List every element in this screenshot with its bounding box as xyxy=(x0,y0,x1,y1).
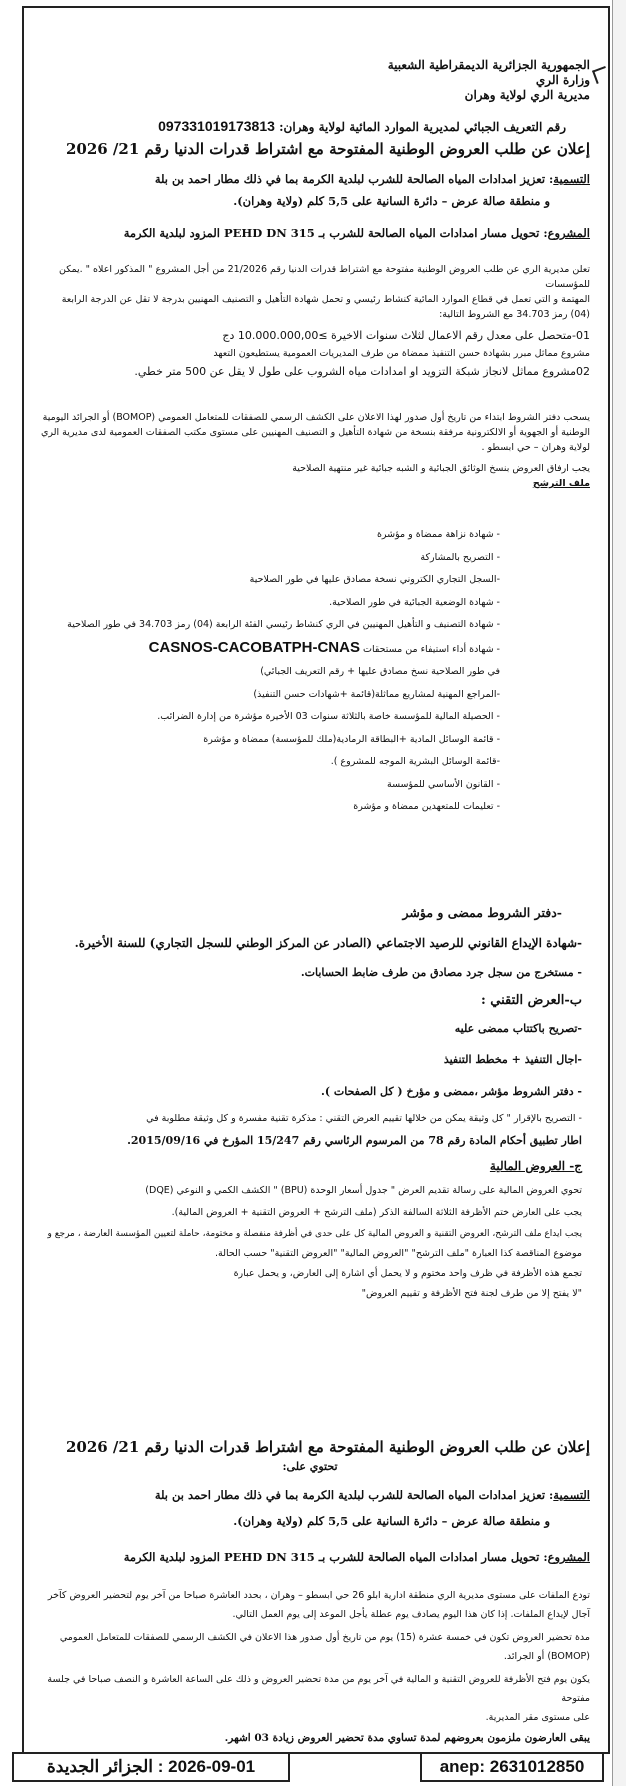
list-item: موضوع المناقصة كذا العبارة "ملف الترشح" "العروض المالية" "العروض التقنية" حسب الحالة. xyxy=(214,1248,582,1259)
newspaper-date-box xyxy=(12,1752,290,1782)
intro-line-3: (04) رمز 34.703 مع الشروط التالية: xyxy=(439,309,590,320)
newspaper-date: 2026-09-01 : الجزائر الجديدة xyxy=(46,1757,256,1776)
intro-paragraph xyxy=(30,262,590,322)
deposit-line-1: تودع الملفات على مستوى مديرية الري منطقة ادارية ابلو 26 حي ابسطو – وهران ، بحدد العاشرة صباحا من آخر يوم لتحضير العروض كآخر xyxy=(47,1590,590,1601)
list-item: - تعليمات للمتعهدين ممضاة و مؤشرة xyxy=(353,801,500,812)
tax-id-line xyxy=(158,118,566,134)
project-label: المشروع xyxy=(547,226,590,240)
deposit-line-2: آجال لإيداع الملفات. إذا كان هذا اليوم يصادف يوم عطلة يأجل الموعد إلى يوم العمل التالي. xyxy=(232,1609,590,1620)
withdraw-line-3: لولاية وهران – حي ابسطو . xyxy=(481,442,590,453)
project-label-2: المشروع xyxy=(547,1550,590,1564)
list-item: يجب على العارض ختم الأظرفة الثلاثة السالفة الذكر (ملف الترشح + العروض التقنية + العروض المالية). xyxy=(171,1207,582,1218)
list-item: -اجال التنفيذ + مخطط التنفيذ xyxy=(443,1053,582,1066)
designation-label: التسمية xyxy=(553,172,590,186)
opening-line-2: على مستوى مقر المديرية. xyxy=(485,1712,590,1723)
list-item: - التصريح بالإقرار " كل وثيقة يمكن من خلالها تقييم العرض التقني : مذكرة تقنية مفسرة و كل وثيقة مطلوبة في xyxy=(146,1113,582,1124)
list-item: - مستخرج من سجل جرد مصادق من طرف ضابط الحسابات. xyxy=(300,966,582,979)
announcement-title: إعلان عن طلب العروض الوطنية المفتوحة مع اشتراط قدرات الدنيا رقم 21/ 2026 xyxy=(65,140,590,158)
footer xyxy=(8,1752,612,1782)
list-item: -قائمة الوسائل البشرية الموجه للمشروع ). xyxy=(330,756,500,767)
list-item: - شهادة نزاهة ممضاة و مؤشرة xyxy=(376,529,500,540)
list-item: - الحصيلة المالية للمؤسسة خاصة بالثلاثة سنوات 03 الأخيرة مؤشرة من إدارة الضرائب. xyxy=(157,711,500,722)
withdraw-line-1: يسحب دفتر الشروط ابتداء من تاريخ أول صدور لهذا الاعلان على الكشف الرسمي للصفقات للمتعامل العمومي (BOMOP) أو الجرائد اليومية xyxy=(42,412,590,423)
project-text-2: : تحويل مسار امدادات المياه الصالحة للشرب بـ PEHD DN 315 المزود لبلدية الكرمة xyxy=(123,1550,548,1564)
list-item: -تصريح باكتتاب ممضى عليه xyxy=(454,1022,582,1035)
condition-1b: مشروع مماثل مبرر بشهادة حسن التنفيذ ممضاة من طرف المديريات العمومية يستطيعون التعهد xyxy=(213,348,590,359)
designation-text: : تعزيز امدادات المياه الصالحة للشرب لبلدية الكرمة بما في ذلك مطار احمد بن بلة xyxy=(154,172,554,186)
financial-offers-heading: ج- العروض المالية xyxy=(489,1159,582,1173)
list-item: -شهادة الإيداع القانوني للرصيد الاجتماعي (الصادر عن المركز الوطني للسجل التجاري) للسنة الأخيرة. xyxy=(74,936,582,950)
dossier-label: ملف الترشح xyxy=(532,478,590,489)
duration-line-2: (BOMOP) أو الجرائد. xyxy=(503,1651,590,1662)
conditions-block xyxy=(30,327,590,381)
list-item: -السجل التجاري الكتروني نسخة مصادق عليها في طور الصلاحية xyxy=(249,574,500,585)
attach-note: يجب ارفاق العروض بنسخ الوثائق الجبائية و الشبه جبائية غير منتهية الصلاحية xyxy=(292,463,590,474)
designation-text-2a: : تعزيز امدادات المياه الصالحة للشرب لبلدية الكرمة بما في ذلك مطار احمد بن بلة xyxy=(154,1488,554,1502)
list-item: - شهادة التصنيف و التأهيل المهنيين في الري كنشاط رئيسي الفئة الرابعة (04) رمز 34.703 في طور الصلاحية xyxy=(67,619,500,630)
list-item: تحوي العروض المالية على رسالة تقديم العرض " جدول أسعار الوحدة (BPU) " الكشف الكمي و النوعي (DQE) xyxy=(145,1185,582,1196)
list-item: -المراجع المهنية لمشاريع مماثلة(قائمة +شهادات حسن التنفيذ) xyxy=(253,688,500,700)
duration-line-1: مدة تحضير العروض تكون في خمسة عشرة (15) يوم من تاريخ أول صدور هذا الاعلان في الكشف الرسمي للصفقات للمتعامل العمومي xyxy=(59,1632,590,1643)
tax-id-label: رقم التعريف الجبائي لمديرية الموارد المائية لولاية وهران: xyxy=(279,120,566,134)
scan-edge-strip xyxy=(612,0,626,1786)
ministry-line: وزارة الري xyxy=(535,73,590,87)
list-item xyxy=(30,637,500,662)
project-line xyxy=(30,226,590,240)
designation-block xyxy=(30,168,590,212)
directorate-line: مديرية الري لولاية وهران xyxy=(464,88,590,102)
withdraw-line-2: الوطنية أو الجهوية أو الالكترونية مرفقة بنسخة من شهادة التأهيل و التصنيف المهنيين على مستوى مكتب الصفقات العمومية لدى مديرية الري xyxy=(40,427,590,438)
tax-id-value: 097331019173813 xyxy=(158,118,275,134)
anep-number: anep: 2631012850 xyxy=(439,1757,585,1776)
technical-offer-heading: ب-العرض التقني : xyxy=(480,993,582,1008)
ministry-header xyxy=(388,58,590,103)
announcement-title-2: إعلان عن طلب العروض الوطنية المفتوحة مع اشتراط قدرات الدنيا رقم 21/ 2026 xyxy=(65,1438,590,1456)
condition-2: 02مشروع مماثل لانجاز شبكة التزويد او امدادات مياه الشروب على طول لا يقل عن 500 متر خطي. xyxy=(134,365,590,378)
deposit-paragraph xyxy=(30,1586,590,1748)
cnas-text: CASNOS-CACOBATPH-CNAS xyxy=(148,638,360,656)
designation-text-2: و منطقة صالة عرض – دائرة السانية على 5,5 كلم (ولاية وهران). xyxy=(233,194,550,208)
project-line-2 xyxy=(30,1550,590,1564)
list-item: يجب ايداع ملف الترشح، العروض التقنية و العروض المالية كل على حدى في أظرفة منفصلة و مختومة، حاملة لتعيين المؤسسة العارضة ، مرجع و xyxy=(47,1229,582,1239)
list-item: - دفتر الشروط مؤشر ،ممضى و مؤرخ ( كل الصفحات ). xyxy=(321,1085,582,1098)
designation-text-2b: و منطقة صالة عرض – دائرة السانية على 5,5 كلم (ولاية وهران). xyxy=(233,1514,550,1528)
dossier-list xyxy=(30,524,590,819)
announcement-subtitle: تحتوي على: xyxy=(282,1460,338,1473)
list-item: - القانون الأساسي للمؤسسة xyxy=(386,778,500,790)
list-item: اطار تطبيق أحكام المادة رقم 78 من المرسوم الرئاسي رقم 15/247 المؤرخ في 2015/09/16. xyxy=(127,1134,582,1147)
opening-line-1: يكون يوم فتح الأظرفة للعروض التقنية و المالية في آخر يوم من مدة تحضير العروض و ذلك على الساعة العاشرة و النصف صباحا في جلسة مفتوحة xyxy=(47,1674,590,1704)
designation-label-2: التسمية xyxy=(553,1488,590,1502)
intro-line-2: المهتمة و التي تعمل في قطاع الموارد المائية كنشاط رئيسي و تحمل شهادة التأهيل و التصنيف المهنيين بدرجة لا تقل عن الدرجة الرابعة xyxy=(61,294,590,305)
project-text: : تحويل مسار امدادات المياه الصالحة للشرب بـ PEHD DN 315 المزود لبلدية الكرمة xyxy=(123,226,548,240)
intro-line-1: تعلن مديرية الري عن طلب العروض الوطنية مفتوحة مع اشتراط قدرات الدنيا رقم 21/2026 من أجل المشروع " المذكور اعلاه " .يمكن للمؤسسات xyxy=(59,264,590,290)
list-item: - شهادة الوضعية الجبائية في طور الصلاحية. xyxy=(329,596,500,608)
withdrawal-paragraph xyxy=(30,410,590,491)
list-item: تجمع هذه الأظرفة في ظرف واحد مختوم و لا يحمل أي اشارة إلى العارض، و يحمل عبارة xyxy=(233,1268,582,1279)
validity-line: يبقى العارضون ملزمون بعروضهم لمدة تساوي مدة تحضير العروض زيادة 03 اشهر. xyxy=(224,1732,590,1744)
list-item: - قائمة الوسائل المادية +البطاقة الرمادية(ملك للمؤسسة) ممضاة و مؤشرة xyxy=(203,733,500,745)
section-2 xyxy=(30,898,590,1304)
condition-1: 01-متحصل على معدل رقم الاعمال لثلاث سنوات الاخيرة ≥10.000.000,00 دج xyxy=(222,329,590,342)
anep-box xyxy=(420,1752,604,1782)
list-item: في طور الصلاحية نسخ مصادق عليها + رقم التعريف الجبائي) xyxy=(260,666,500,677)
list-item: "لا يفتح إلا من طرف لجنة فتح الأظرفة و تقييم العروض" xyxy=(361,1288,582,1299)
designation-block-2 xyxy=(30,1482,590,1534)
list-item: - التصريح بالمشاركة xyxy=(420,551,500,563)
list-item: -دفتر الشروط ممضى و مؤشر xyxy=(402,905,562,920)
cnas-item-label: - شهادة أداء استيفاء من مستحقات xyxy=(363,643,500,655)
republic-line: الجمهورية الجزائرية الديمقراطية الشعبية xyxy=(387,58,590,72)
